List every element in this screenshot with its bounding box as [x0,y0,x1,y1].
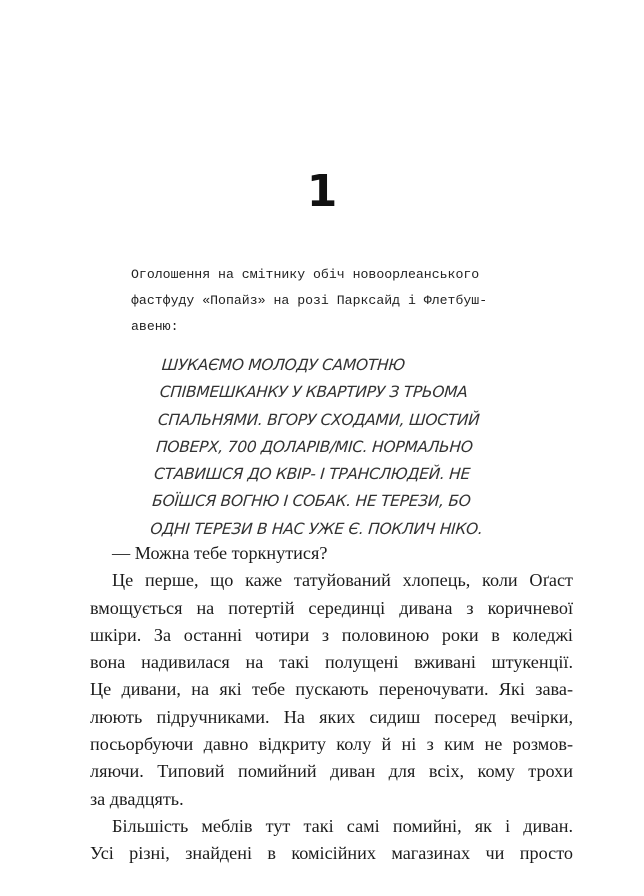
epigraph-line: Оголошення на смітнику обіч новоорлеанського [131,267,480,282]
body-line: Це перше, що каже татуйований хлопець, коли Оґаст [112,570,573,591]
notice-line: ПОВЕРХ, 700 ДОЛАРІВ/МІС. НОРМАЛЬНО [155,437,474,456]
notice-line: СПІВМЕШКАНКУ У КВАРТИРУ З ТРЬОМА [159,383,469,402]
body-line: Це дивани, на які тебе пускають переночувати. Які зава- [90,679,573,700]
body-text [90,540,573,868]
epigraph-intro [131,262,551,340]
chapter-number: 1 [306,166,338,217]
notice-line: БОЇШСЯ ВОГНЮ І СОБАК. НЕ ТЕРЕЗИ, БО [151,492,472,511]
epigraph-line: фастфуду «Попайз» на розі Парксайд і Флетбуш- [131,293,488,308]
body-line: Більшість меблів тут такі самі помийні, як і диван. [112,815,573,836]
body-line: ляючи. Типовий помийний диван для всіх, кому трохи [90,761,573,782]
body-line: посьорбуючи давно відкриту колу й ні з ким не розмов- [90,734,573,755]
body-line: шкіри. За останні чотири з половиною роки в коледжі [90,624,573,645]
body-line: вмощується на потертій серединці дивана з коричневої [90,597,573,618]
body-line: люють підручниками. На яких сидиш посеред вечірки, [90,706,573,727]
notice-line: СПАЛЬНЯМИ. ВГОРУ СХОДАМИ, ШОСТИЙ [157,410,481,429]
body-line: за двадцять. [90,788,184,809]
handwritten-notice [149,352,522,543]
body-line: вона надивилася на такі полущені вживані штукенції. [90,652,573,673]
epigraph-line: авеню: [131,319,179,334]
notice-line: ОДНІ ТЕРЕЗИ В НАС УЖЕ Є. ПОКЛИЧ НІКО. [149,519,484,538]
body-line: — Можна тебе торкнутися? [112,543,328,563]
notice-line: ШУКАЄМО МОЛОДУ САМОТНЮ [161,356,406,374]
body-line: Усі різні, знайдені в комісійних магазинах чи просто [90,843,573,864]
notice-line: СТАВИШСЯ ДО КВІР- І ТРАНСЛЮДЕЙ. НЕ [153,465,471,484]
